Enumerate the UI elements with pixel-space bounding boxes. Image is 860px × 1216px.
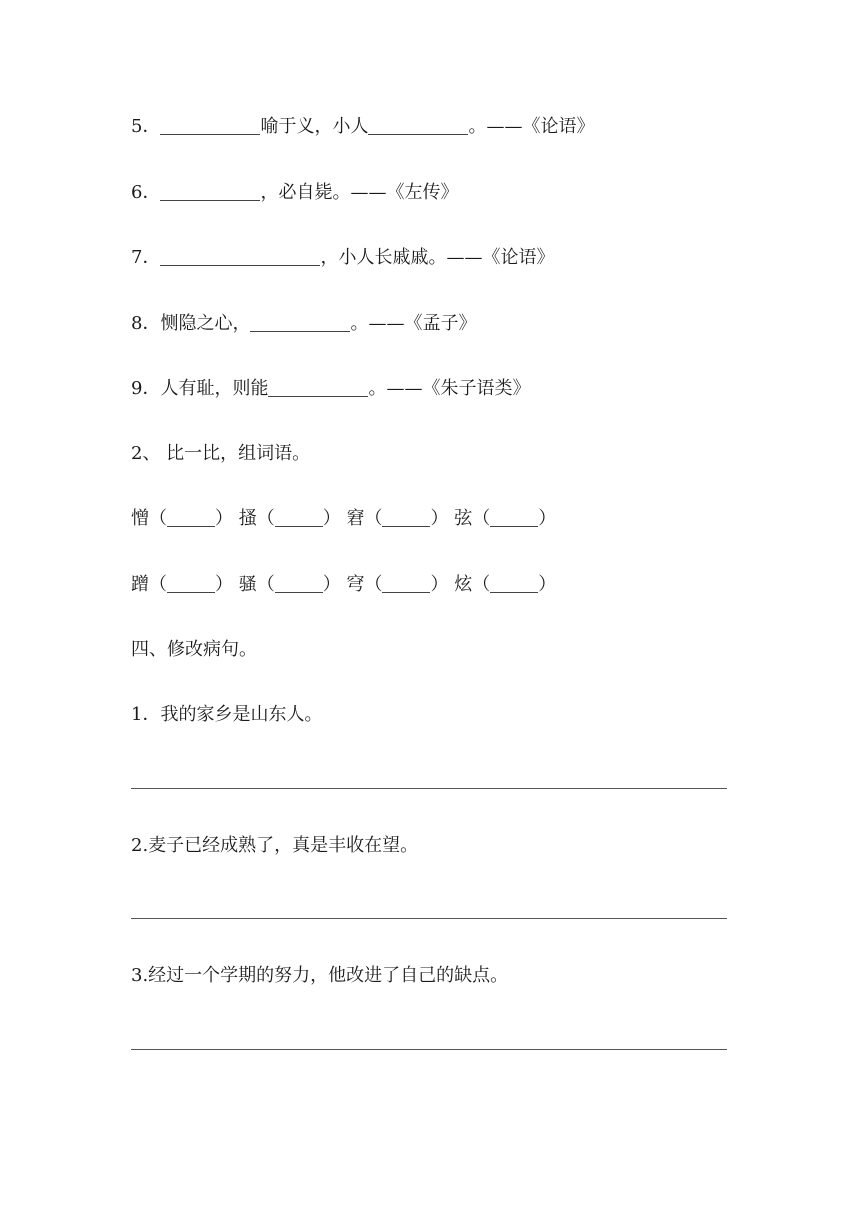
char: 穹 <box>346 574 365 595</box>
word-compare-row-2 <box>131 573 556 597</box>
section-2-title: 2、 比一比，组词语。 <box>131 443 311 464</box>
open-paren: （ <box>472 574 491 595</box>
fill-in-item-6 <box>131 181 458 205</box>
close-paren: ） <box>215 508 233 529</box>
item-source: 。——《孟子》 <box>350 313 477 334</box>
answer-blank[interactable] <box>250 313 350 332</box>
open-paren: （ <box>364 574 383 595</box>
char: 搔 <box>238 508 257 529</box>
answer-line-2[interactable] <box>131 918 727 919</box>
word-compare-row-1 <box>131 507 556 531</box>
char: 弦 <box>454 508 473 529</box>
close-paren: ） <box>215 574 233 595</box>
char: 炫 <box>454 574 473 595</box>
item-text: ，必自毙。——《左传》 <box>260 182 459 203</box>
item-source: 。——《论语》 <box>468 116 595 137</box>
open-paren: （ <box>364 508 383 529</box>
answer-blank[interactable] <box>490 574 538 593</box>
item-number: 9． <box>131 378 161 399</box>
answer-blank[interactable] <box>490 508 538 527</box>
fill-in-item-7 <box>131 246 554 270</box>
open-paren: （ <box>256 508 275 529</box>
answer-blank[interactable] <box>160 247 320 266</box>
answer-blank[interactable] <box>275 508 323 527</box>
fill-in-item-8 <box>131 312 476 336</box>
item-number: 8． <box>131 313 161 334</box>
answer-blank[interactable] <box>268 378 368 397</box>
answer-blank[interactable] <box>382 574 430 593</box>
fill-in-item-9 <box>131 377 530 401</box>
answer-blank[interactable] <box>167 574 215 593</box>
close-paren: ） <box>430 574 449 595</box>
char: 蹭 <box>131 574 149 595</box>
char: 憎 <box>131 508 149 529</box>
char: 窘 <box>346 508 365 529</box>
answer-blank[interactable] <box>275 574 323 593</box>
close-paren: ） <box>430 508 449 529</box>
answer-blank[interactable] <box>160 116 260 135</box>
answer-blank[interactable] <box>368 116 468 135</box>
sentence-1: 1．我的家乡是山东人。 <box>131 704 323 725</box>
answer-line-3[interactable] <box>131 1049 727 1050</box>
answer-blank[interactable] <box>382 508 430 527</box>
close-paren: ） <box>538 574 557 595</box>
sentence-3: 3.经过一个学期的努力，他改进了自己的缺点。 <box>131 965 509 986</box>
item-text: 喻于义，小人 <box>260 116 369 137</box>
item-number: 5． <box>131 116 161 137</box>
close-paren: ） <box>322 574 341 595</box>
item-number: 7． <box>131 247 161 268</box>
item-text: 恻隐之心， <box>160 313 251 334</box>
answer-blank[interactable] <box>160 182 260 201</box>
close-paren: ） <box>538 508 557 529</box>
item-text: 人有耻，则能 <box>160 378 269 399</box>
open-paren: （ <box>472 508 491 529</box>
open-paren: （ <box>256 574 275 595</box>
answer-line-1[interactable] <box>131 788 727 789</box>
item-text: ，小人长戚戚。——《论语》 <box>320 247 555 268</box>
item-number: 6． <box>131 182 161 203</box>
open-paren: （ <box>149 508 167 529</box>
answer-blank[interactable] <box>167 508 215 527</box>
open-paren: （ <box>149 574 167 595</box>
sentence-2: 2.麦子已经成熟了，真是丰收在望。 <box>131 835 419 856</box>
char: 骚 <box>238 574 257 595</box>
item-source: 。——《朱子语类》 <box>368 378 531 399</box>
close-paren: ） <box>322 508 341 529</box>
fill-in-item-5 <box>131 115 594 139</box>
section-4-title: 四、修改病句。 <box>131 639 257 660</box>
